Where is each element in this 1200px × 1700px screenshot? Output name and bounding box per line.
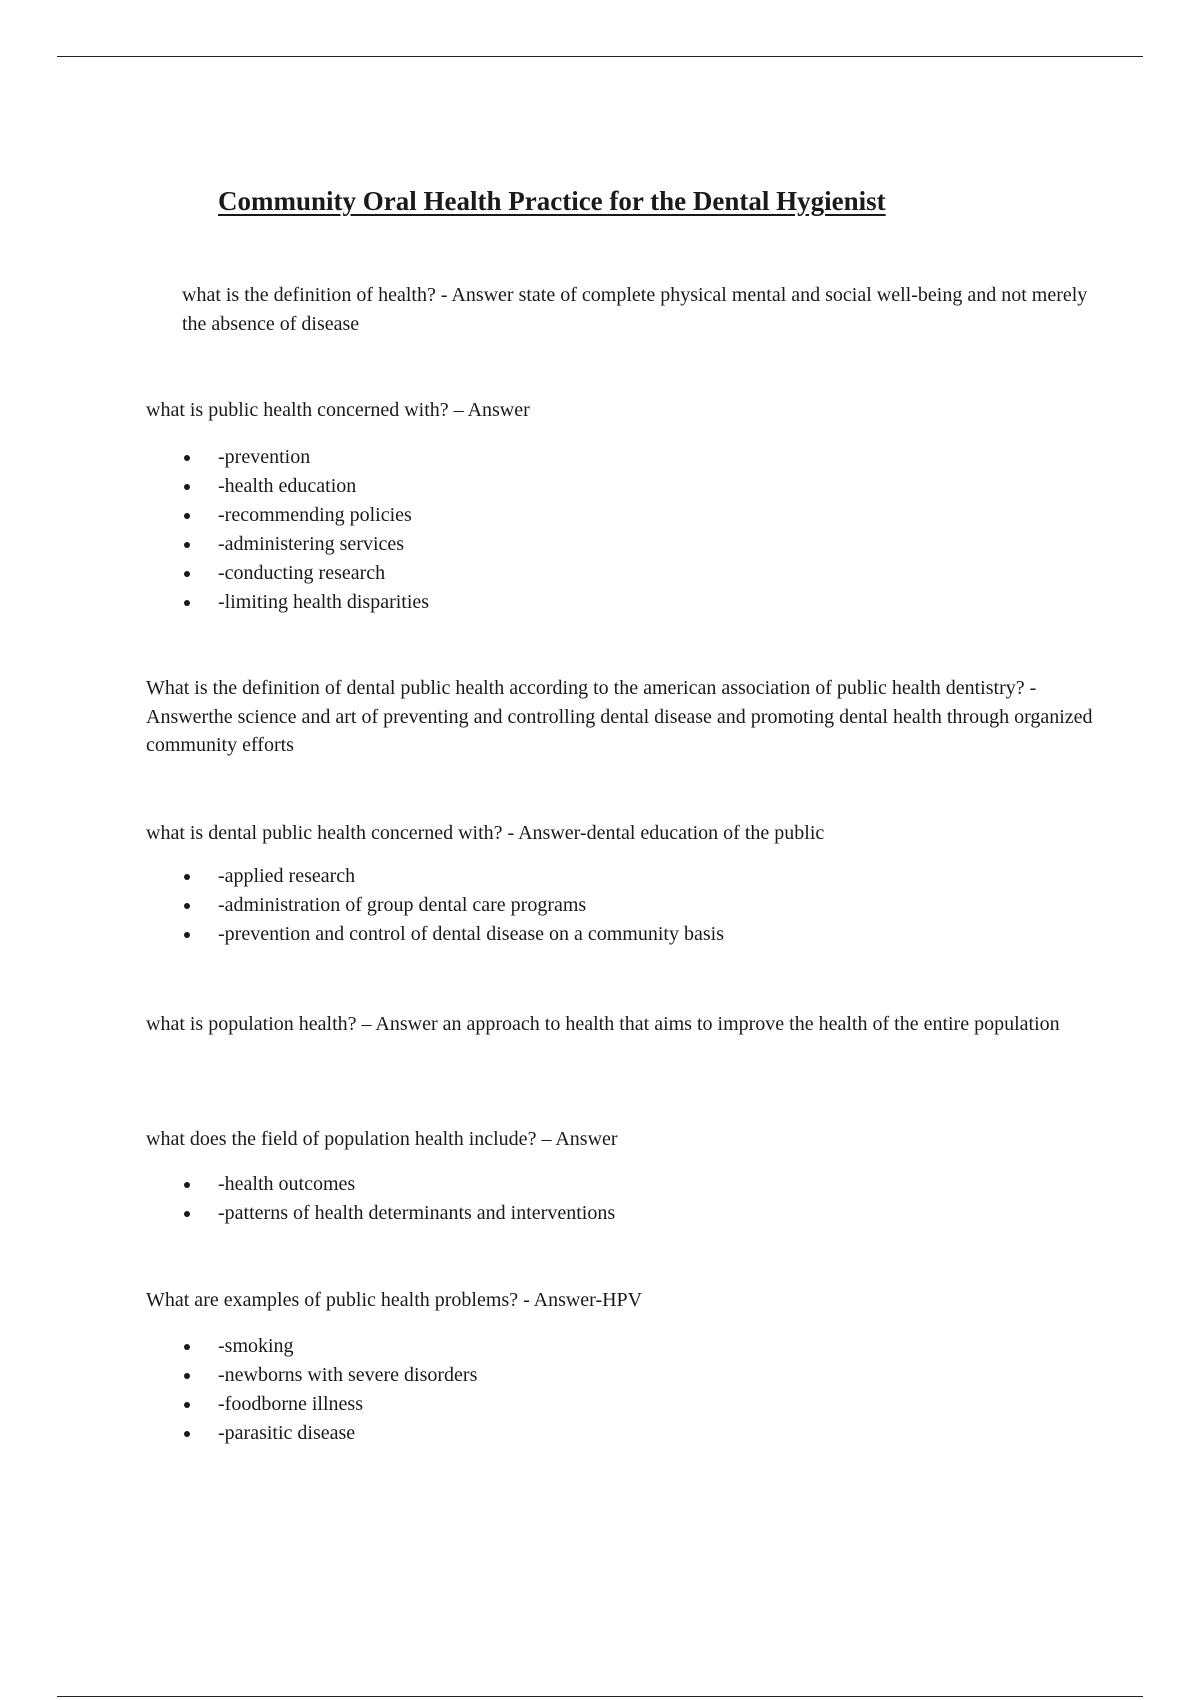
list-item (182, 501, 429, 530)
list-item (182, 1390, 477, 1419)
list-item (182, 862, 724, 891)
list-item-text: -applied research (218, 865, 356, 887)
list-item (182, 1361, 477, 1390)
bullet-icon (184, 484, 190, 490)
bullet-icon (184, 1211, 190, 1217)
document-title: Community Oral Health Practice for the Dental Hygienist (218, 186, 886, 216)
list-item (182, 1419, 477, 1448)
bullet-icon (184, 903, 190, 909)
bullet-icon (184, 932, 190, 938)
question-public-health-concerns: what is public health concerned with? – Answer (146, 399, 530, 421)
bullet-icon (184, 513, 190, 519)
bullet-icon (184, 571, 190, 577)
list-item-text: -patterns of health determinants and interventions (218, 1202, 616, 1224)
list-item (182, 920, 724, 949)
list-item-text: -prevention (218, 446, 311, 468)
question-public-health-problems: What are examples of public health problems? - Answer-HPV (146, 1289, 643, 1311)
list-item-text: -administering services (218, 533, 405, 555)
list-item-text: -parasitic disease (218, 1422, 356, 1444)
list-item-text: -smoking (218, 1335, 294, 1357)
population-health-field-list (182, 1170, 615, 1228)
list-item (182, 559, 429, 588)
bottom-rule (57, 1696, 1143, 1697)
question-population-health-field: what does the field of population health include? – Answer (146, 1128, 618, 1150)
bullet-icon (184, 600, 190, 606)
list-item (182, 588, 429, 617)
list-item-text: -foodborne illness (218, 1393, 363, 1415)
list-item-text: -newborns with severe disorders (218, 1364, 478, 1386)
list-item (182, 1170, 615, 1199)
question-dental-public-health-definition: What is the definition of dental public health according to the american association of public health dentistry? - Answerthe science and art of preventing and controlling dental disease and promoting dental health through organized community efforts (146, 677, 1093, 756)
list-item-text: -conducting research (218, 562, 386, 584)
bullet-icon (184, 1402, 190, 1408)
bullet-icon (184, 1373, 190, 1379)
list-item (182, 891, 724, 920)
list-item-text: -health outcomes (218, 1173, 356, 1195)
question-dental-public-health-concerns: what is dental public health concerned with? - Answer-dental education of the public (146, 822, 825, 844)
question-population-health: what is population health? – Answer an approach to health that aims to improve the health of the entire population (146, 1013, 1060, 1035)
bullet-icon (184, 1182, 190, 1188)
list-item (182, 1332, 477, 1361)
list-item (182, 530, 429, 559)
dental-public-health-concerns-list (182, 862, 724, 949)
list-item-text: -limiting health disparities (218, 591, 430, 613)
bullet-icon (184, 542, 190, 548)
list-item-text: -administration of group dental care programs (218, 894, 587, 916)
list-item (182, 472, 429, 501)
list-item-text: -recommending policies (218, 504, 412, 526)
public-health-problems-list (182, 1332, 477, 1448)
list-item (182, 1199, 615, 1228)
public-health-concerns-list (182, 443, 429, 617)
bullet-icon (184, 1344, 190, 1350)
bullet-icon (184, 455, 190, 461)
question-health-definition: what is the definition of health? - Answer state of complete physical mental and social well-being and not merely the absence of disease (182, 284, 1088, 335)
list-item (182, 443, 429, 472)
bullet-icon (184, 1431, 190, 1437)
list-item-text: -prevention and control of dental disease on a community basis (218, 923, 724, 945)
top-rule (57, 56, 1143, 57)
bullet-icon (184, 874, 190, 880)
list-item-text: -health education (218, 475, 357, 497)
